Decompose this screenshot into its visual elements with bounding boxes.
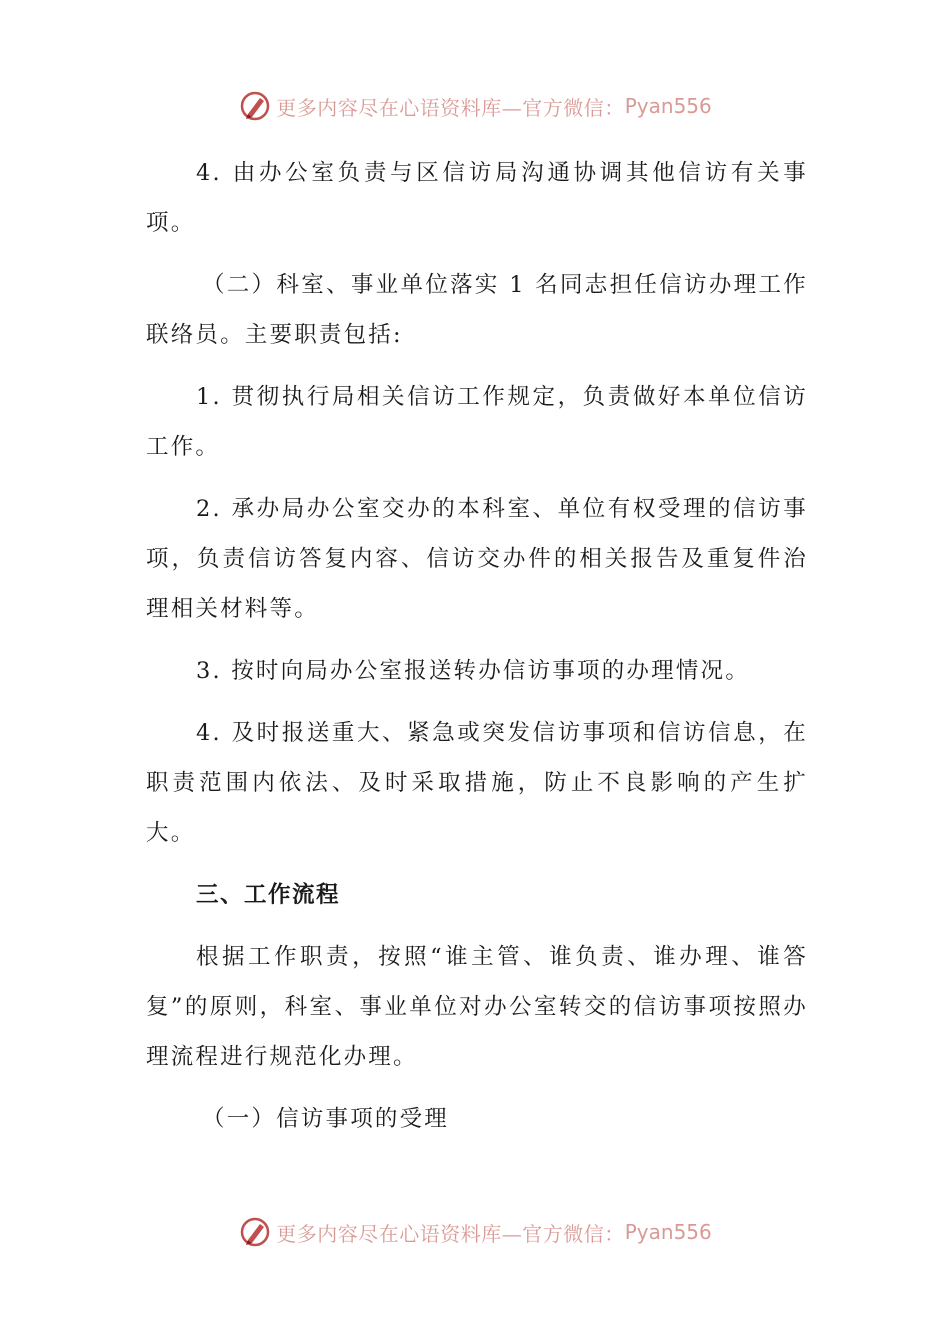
paragraph-duty-2: 2. 承办局办公室交办的本科室、单位有权受理的信访事项，负责信访答复内容、信访交办件的相关报告及重复件治理相关材料等。 xyxy=(146,496,808,622)
paragraph-subsection-1-title: （一）信访事项的受理 xyxy=(202,1106,450,1132)
watermark-text: 更多内容尽在心语资料库—官方微信： xyxy=(276,95,625,120)
pen-logo-icon xyxy=(238,89,272,123)
section-heading-workflow: 三、工作流程 xyxy=(196,882,341,908)
pen-logo-icon xyxy=(238,1215,272,1249)
paragraph-duty-1: 1. 贯彻执行局相关信访工作规定，负责做好本单位信访工作。 xyxy=(146,384,808,460)
paragraph-workflow-intro: 根据工作职责，按照“谁主管、谁负责、谁办理、谁答复”的原则，科室、事业单位对办公室转交的信访事项按照办理流程进行规范化办理。 xyxy=(146,944,808,1070)
footer-watermark xyxy=(0,1212,950,1252)
watermark-brand: Pyan556 xyxy=(624,94,712,118)
paragraph-duty-3: 3. 按时向局办公室报送转办信访事项的办理情况。 xyxy=(196,658,750,684)
watermark-brand: Pyan556 xyxy=(624,1220,712,1244)
header-watermark xyxy=(0,86,950,126)
paragraph-duty-4: 4. 及时报送重大、紧急或突发信访事项和信访信息，在职责范围内依法、及时采取措施，防止不良影响的产生扩大。 xyxy=(146,720,808,846)
document-body xyxy=(146,148,808,1156)
paragraph-item-4-office: 4. 由办公室负责与区信访局沟通协调其他信访有关事项。 xyxy=(146,160,808,236)
watermark-text: 更多内容尽在心语资料库—官方微信： xyxy=(276,1221,625,1246)
paragraph-section-2-title: （二）科室、事业单位落实 1 名同志担任信访办理工作联络员。主要职责包括: xyxy=(146,272,808,348)
